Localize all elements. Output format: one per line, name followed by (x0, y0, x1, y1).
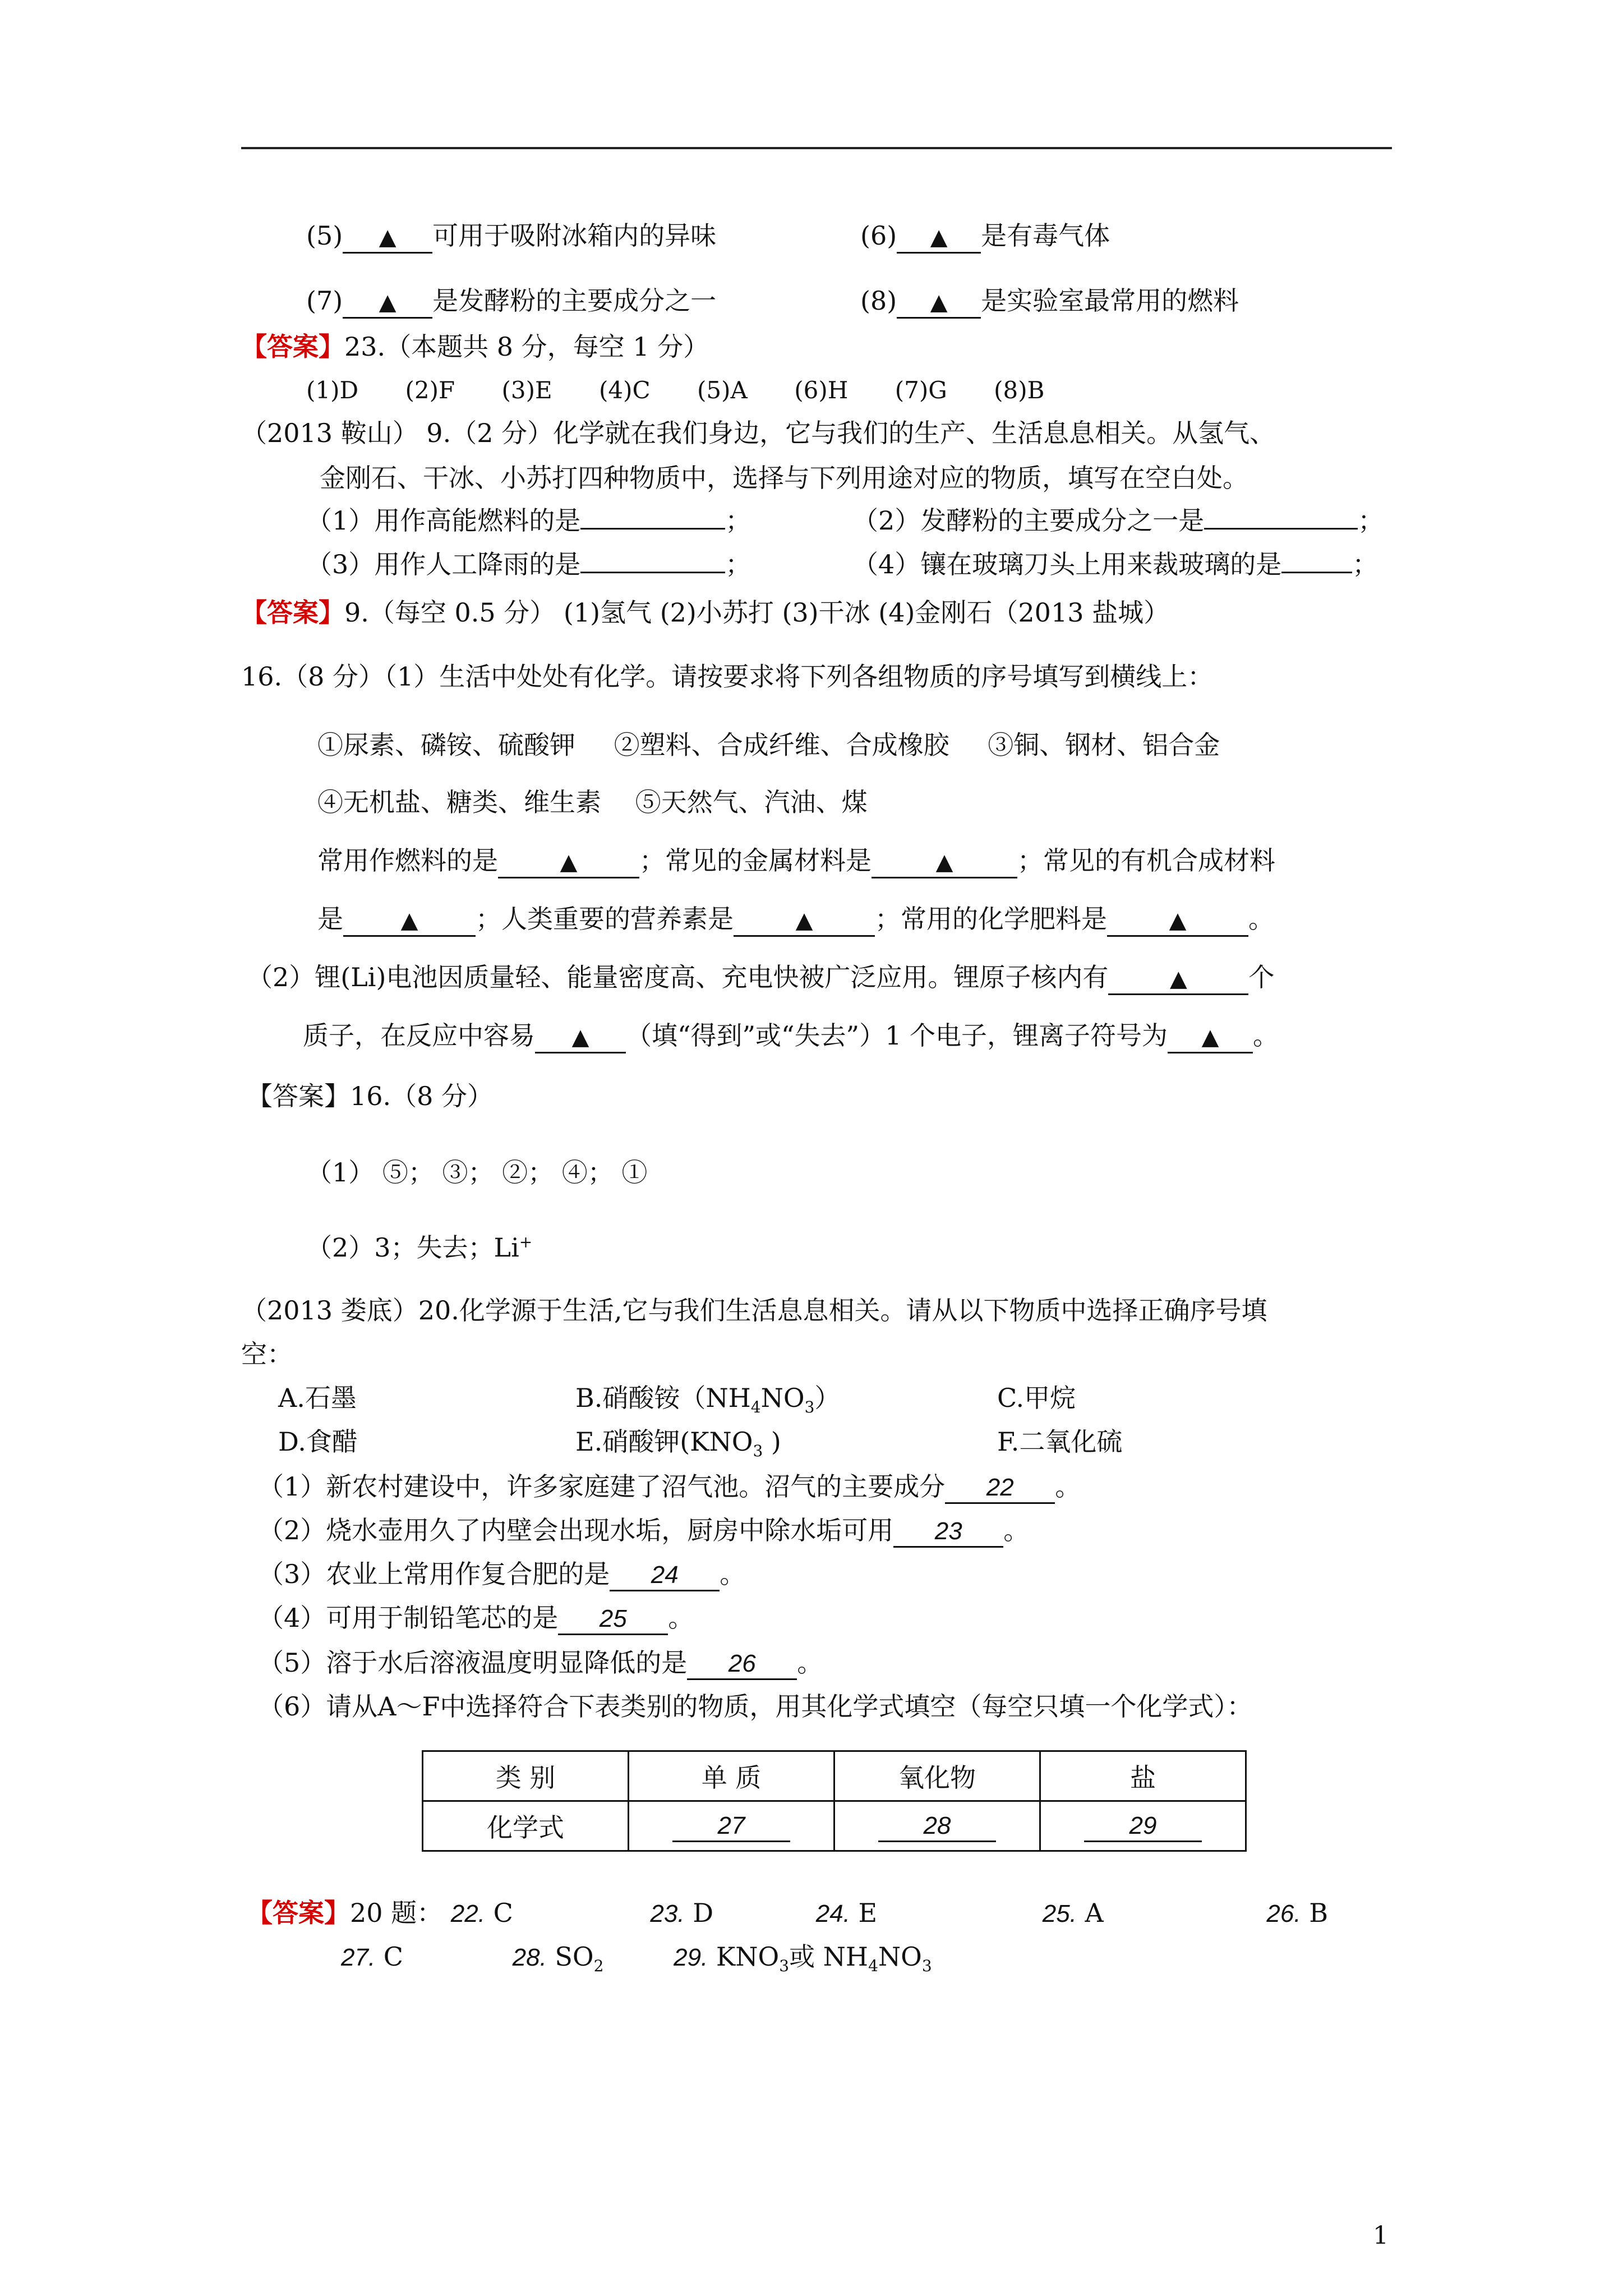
q23-item-6: (6) ▲ 是有毒气体 (860, 219, 1110, 254)
q9-sub-3: （3）用作人工降雨的是 ； (306, 549, 751, 579)
triangle-blank-icon: ▲ (935, 849, 953, 875)
q20-sub-2: （2）烧水壶用久了内壁会出现水垢，厨房中除水垢可用 23 。 (258, 1513, 1029, 1548)
q16-line-1: 16.（8 分）（1）生活中处处有化学。请按要求将下列各组物质的序号填写到横线上： (241, 661, 1214, 692)
table-row (423, 1751, 1246, 1801)
table-header-cell: 氧化物 (834, 1751, 1040, 1801)
table-header-cell: 盐 (1040, 1751, 1246, 1801)
q9-sub-4: （4）镶在玻璃刀头上用来裁玻璃的是 ； (852, 549, 1378, 579)
q9-sub-1: （1）用作高能燃料的是 ； (306, 505, 751, 536)
table-cell: 化学式 (423, 1801, 629, 1851)
triangle-blank-icon: ▲ (1170, 966, 1187, 992)
triangle-blank-icon: ▲ (1201, 1024, 1219, 1050)
q16-fill-row-3: （2）锂(Li)电池因质量轻、能量密度高、充电快被广泛应用。锂原子核内有 ▲ 个 (247, 960, 1274, 995)
triangle-blank-icon: ▲ (400, 908, 418, 933)
triangle-blank-icon: ▲ (1169, 908, 1187, 933)
q9-line-2: 金刚石、干冰、小苏打四种物质中，选择与下列用途对应的物质，填写在空白处。 (320, 463, 1248, 493)
triangle-blank-icon: ▲ (560, 849, 578, 875)
triangle-blank-icon: ▲ (379, 289, 396, 315)
triangle-blank-icon: ▲ (795, 908, 813, 933)
q23-item-5: (5) ▲ 可用于吸附冰箱内的异味 (306, 219, 716, 254)
q20-sub-6: （6）请从A～F中选择符合下表类别的物质，用其化学式填空（每空只填一个化学式）： (258, 1691, 1253, 1722)
triangle-blank-icon: ▲ (930, 289, 948, 315)
q9-answer: 【答案】9.（每空 0.5 分） (1)氢气 (2)小苏打 (3)干冰 (4)金刚石（2013 盐城） (241, 597, 1170, 628)
q23-item-7: (7) ▲ 是发酵粉的主要成分之一 (306, 284, 716, 319)
q20-line-1: （2013 娄底）20.化学源于生活,它与我们生活息息相关。请从以下物质中选择正确序号填 (241, 1295, 1267, 1326)
q20-answer-row-2: 27. C 28. $SO_2$ 29. $KNO_3$或 $NH_4NO_3$ (341, 1941, 932, 1976)
triangle-blank-icon: ▲ (571, 1024, 589, 1050)
q20-options-row-1: A.石墨 B.硝酸铵$(NH_4NO_3)$ C.甲烷 (278, 1383, 1076, 1417)
table-row (423, 1801, 1246, 1851)
q20-sub-4: （4）可用于制铅笔芯的是 25 。 (258, 1601, 694, 1635)
q20-answer-row-1: 【答案】20 题： 22. C 23. D 24. E 25. A 26. B (247, 1898, 1328, 1928)
q20-line-2: 空： (241, 1339, 293, 1369)
table-cell: 28 (834, 1801, 1040, 1851)
q16-fill-row-1: 常用作燃料的是 ▲ ；常见的金属材料是 ▲ ；常见的有机合成材料 (317, 844, 1275, 878)
q16-fill-row-4: 质子，在反应中容易 ▲ （填“得到”或“失去”）1 个电子，锂离子符号为 ▲ 。 (303, 1019, 1279, 1053)
q23-answer-head: 【答案】23.（本题共 8 分，每空 1 分） (241, 332, 709, 362)
category-table (422, 1750, 1247, 1852)
q20-sub-1: （1）新农村建设中，许多家庭建了沼气池。沼气的主要成分 22 。 (258, 1470, 1081, 1504)
q9-sub-2: （2）发酵粉的主要成分之一是 ； (852, 505, 1384, 536)
table-header-cell: 单 质 (629, 1751, 834, 1801)
q23-answers: (1)D (2)F (3)E (4)C (5)A (6)H (7)G (8)B (306, 376, 1045, 404)
triangle-blank-icon: ▲ (930, 224, 948, 250)
q16-answer-1: （1） ⑤； ③； ②； ④； ① (306, 1157, 648, 1188)
table-cell: 27 (629, 1801, 834, 1851)
q20-options-row-2: D.食醋 E.硝酸钾($KNO_3$ ) F.二氧化硫 (278, 1427, 1123, 1461)
q16-answer-2: （2）3；失去；Li+ (306, 1232, 533, 1263)
q20-sub-5: （5）溶于水后溶液温度明显降低的是 26 。 (258, 1646, 823, 1680)
table-header-cell: 类 别 (423, 1751, 629, 1801)
q9-line-1: （2013 鞍山） 9.（2 分）化学就在我们身边，它与我们的生产、生活息息相关。从氢气、 (241, 418, 1276, 448)
q23-item-8: (8) ▲ 是实验室最常用的燃料 (860, 284, 1239, 319)
q20-sub-3: （3）农业上常用作复合肥的是 24 。 (258, 1557, 745, 1591)
page-number: 1 (1373, 2221, 1389, 2250)
header-rule (241, 147, 1392, 149)
table-cell: 29 (1040, 1801, 1246, 1851)
q16-answer-head: 【答案】16.（8 分） (247, 1081, 494, 1111)
triangle-blank-icon: ▲ (379, 224, 396, 250)
q16-groups-row-2: ④无机盐、糖类、维生素 ⑤天然气、汽油、煤 (317, 787, 868, 817)
q16-groups-row-1: ①尿素、磷铵、硫酸钾 ②塑料、合成纤维、合成橡胶 ③铜、钢材、铝合金 (317, 730, 1220, 760)
q16-fill-row-2: 是 ▲ ；人类重要的营养素是 ▲ ；常用的化学肥料是 ▲ 。 (317, 902, 1274, 937)
